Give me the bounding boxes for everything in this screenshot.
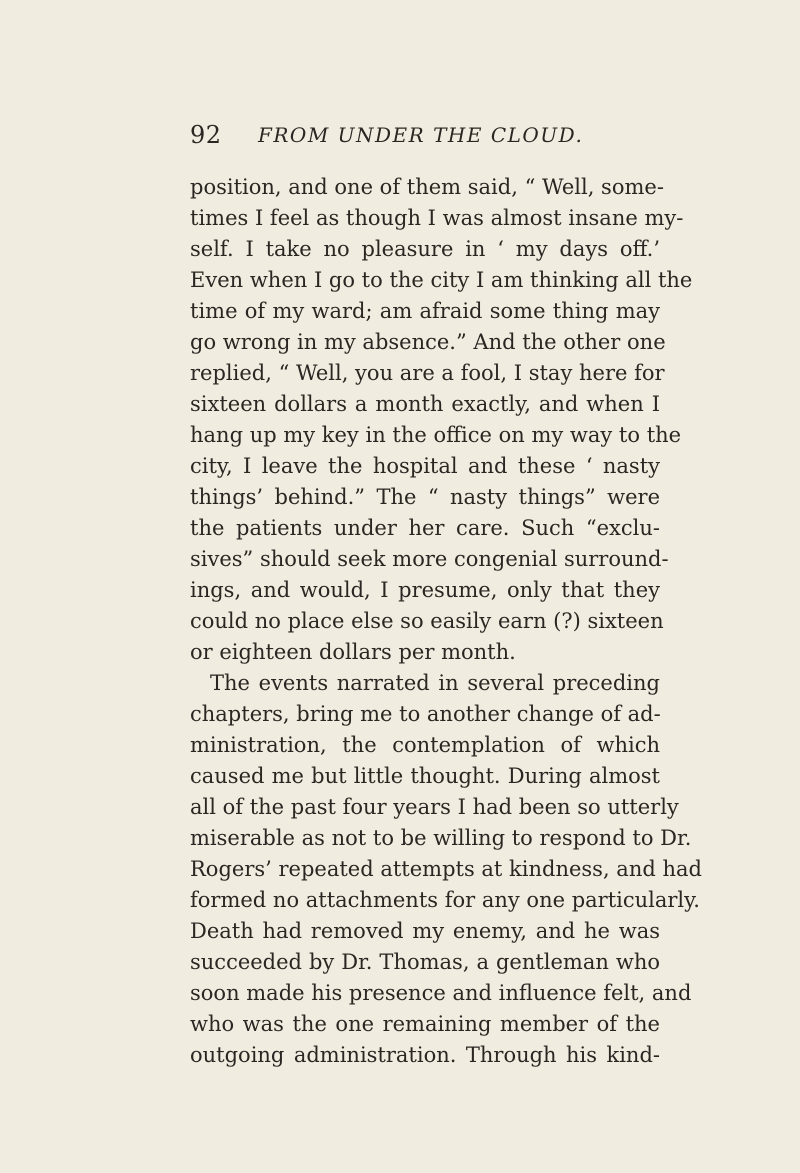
text-line: Even when I go to the city I am thinking all the [190,268,693,292]
text-line: could no place else so easily earn (?) sixteen [190,609,664,633]
text-line: sixteen dollars a month exactly, and when I [190,392,660,416]
text-line: The events narrated in several preceding [210,671,660,695]
text-line: chapters, bring me to another change of ad- [190,702,661,726]
text-line: or eighteen dollars per month. [190,640,516,664]
text-line: sives” should seek more congenial surround- [190,547,669,571]
text-line: Death had removed my enemy, and he was [190,919,660,943]
text-line: formed no attachments for any one particularly. [190,888,700,912]
text-line: replied, “ Well, you are a fool, I stay here for [190,361,665,385]
text-line: go wrong in my absence.” And the other one [190,330,666,354]
text-line: Rogers’ repeated attempts at kindness, and had [190,857,702,881]
text-line: soon made his presence and influence felt, and [190,981,692,1005]
text-line: who was the one remaining member of the [190,1012,660,1036]
text-line: things’ behind.” The “ nasty things” were [190,485,660,509]
text-line: all of the past four years I had been so utterly [190,795,679,819]
text-line: succeeded by Dr. Thomas, a gentleman who [190,950,660,974]
text-line: times I feel as though I was almost insane my- [190,206,684,230]
text-line: hang up my key in the office on my way to the [190,423,682,447]
text-line: self. I take no pleasure in ‘ my days off.’ [190,237,660,261]
text-line: ings, and would, I presume, only that they [190,578,660,602]
body-text [190,172,702,1071]
text-line: the patients under her care. Such “exclu- [190,516,660,540]
text-line: miserable as not to be willing to respond to Dr. [190,826,692,850]
text-line: time of my ward; am afraid some thing may [190,299,660,323]
page-number: 92 [190,121,222,149]
text-line: city, I leave the hospital and these ‘ nasty [190,454,660,478]
text-line: caused me but little thought. During almost [190,764,660,788]
text-line: position, and one of them said, “ Well, some- [190,175,664,199]
text-line: outgoing administration. Through his kind- [190,1043,660,1067]
running-head [190,120,660,156]
running-title: FROM UNDER THE CLOUD. [258,123,584,147]
text-line: ministration, the contemplation of which [190,733,660,757]
